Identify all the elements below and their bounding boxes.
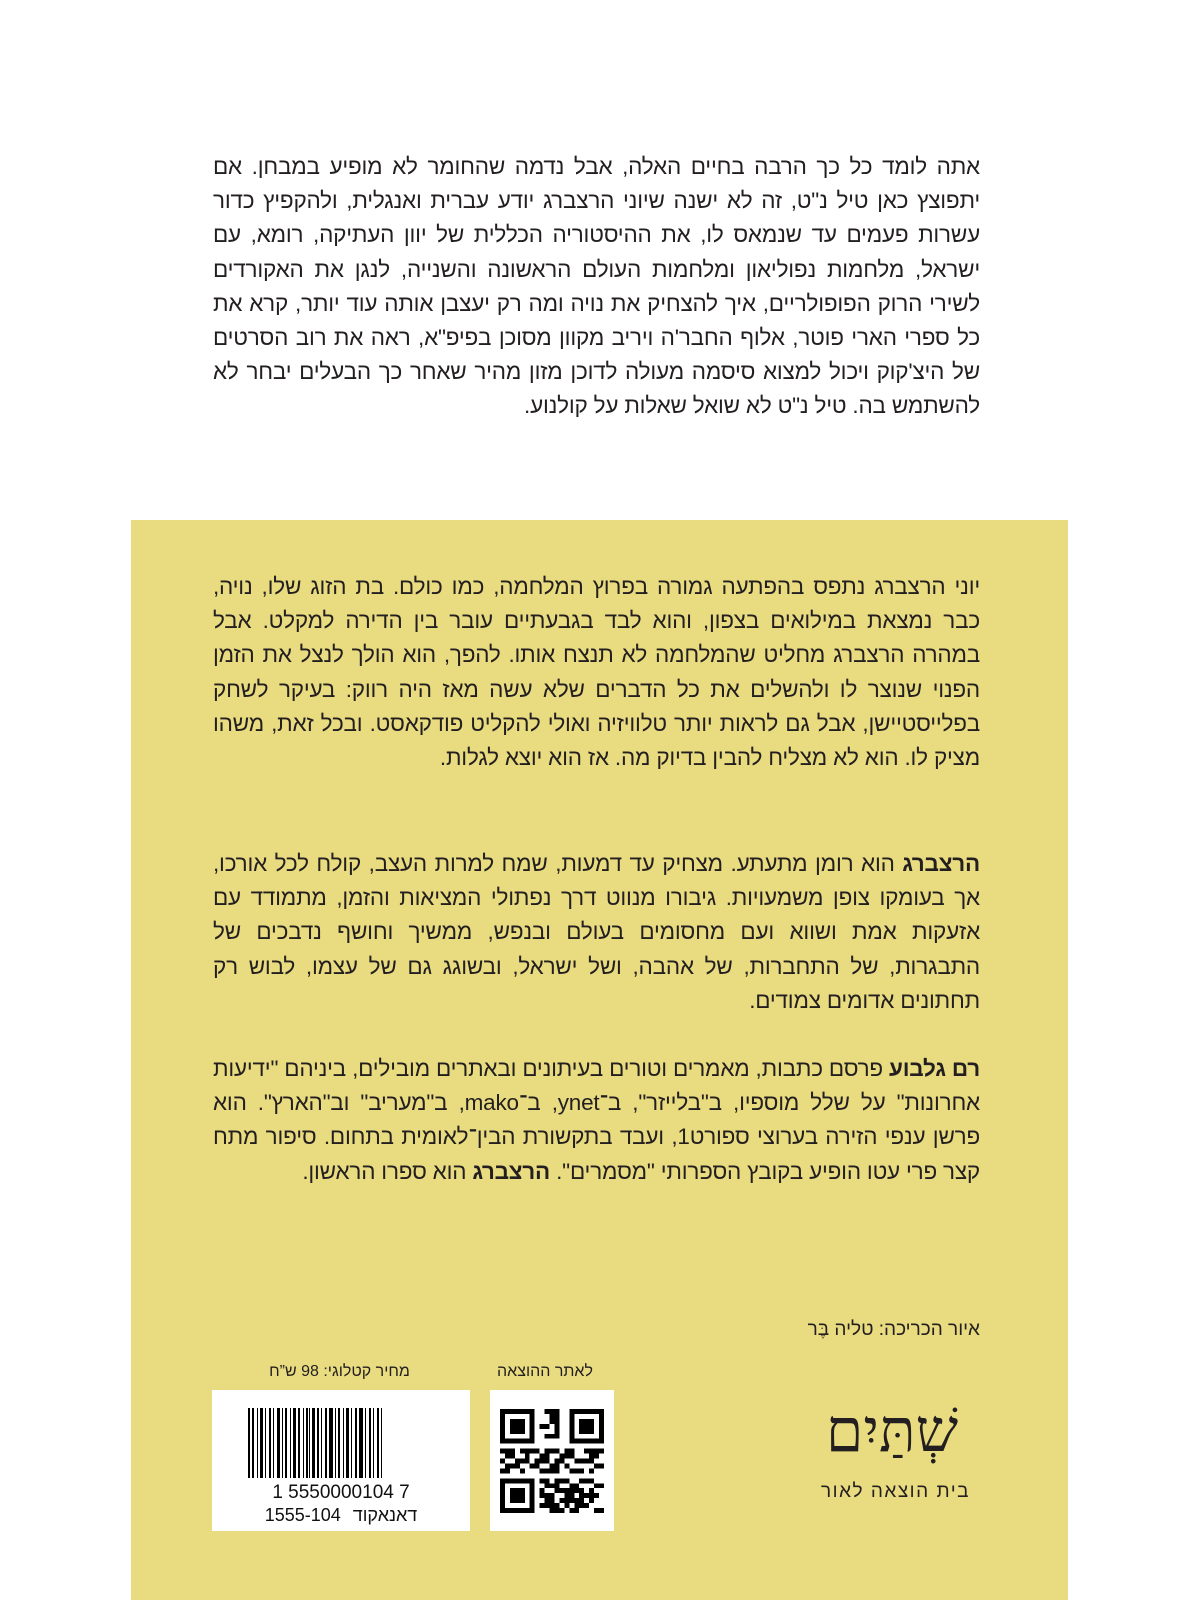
publisher-website-qr[interactable] [490, 1390, 614, 1531]
about-book-paragraph [213, 847, 980, 1018]
about-author-text-end: הוא ספרו הראשון. [302, 1158, 473, 1184]
publisher-website-label: לאתר ההוצאה [497, 1363, 593, 1380]
barcode [212, 1390, 470, 1531]
synopsis-text: יוני הרצברג נתפס בהפתעה גמורה בפרוץ המלחמה, כמו כולם. בת הזוג שלו, נויה, כבר נמצאת במילואים בצפון, והוא לבד בגבעתיים עובר בין הדירה למקלט. אבל במהרה הרצברג מחליט שהמלחמה לא תנצח אותו. להפך, הוא הולך לנצל את הזמן הפנוי שנוצר לו ולהשלים את כל הדברים שלא עשה מאז היה רווק: בעיקר לשחק בפלייסטיישן, אבל גם לראות יותר טלוויזיה ואולי להקליט פודקאסט. ובכל זאת, משהו מציק לו. הוא לא מצליח להבין בדיוק מה. אז הוא יוצא לגלות. [213, 574, 980, 771]
catalog-price-label: מחיר קטלוגי: 98 ש”ח [269, 1363, 410, 1380]
barcode-bars-icon [248, 1408, 436, 1478]
danacode-label: דאנאקוד [352, 1505, 418, 1525]
barcode-number: 1 5550000104 7 [272, 1482, 410, 1503]
top-blurb-paragraph: אתה לומד כל כך הרבה בחיים האלה, אבל נדמה שהחומר לא מופיע במבחן. אם יתפוצץ כאן טיל נ"ט, זה לא ישנה שיוני הרצברג יודע עברית ואנגלית, ולהקפיץ כדור עשרות פעמים עד שנמאס לו, את ההיסטוריה הכללית של יוון העתיקה, רומא, עם ישראל, מלחמות נפוליאון ומלחמות העולם הראשונה והשנייה, לנגן את האקורדים לשירי הרוק הפופולריים, איך להצחיק את נויה ומה רק יעצבן אותה עוד יותר, קרא את כל ספרי הארי פוטר, אלוף החבר'ה ויריב מקוון מסוכן בפיפ"א, ראה את רוב הסרטים של היצ'קוק ויכול למצוא סיסמה מעולה לדוכן מזון מהיר שאחר כך הבעלים יבחר לא להשתמש בה. טיל נ"ט לא שואל שאלות על קולנוע. [213, 154, 980, 419]
qr-code-icon [500, 1409, 604, 1513]
about-author-paragraph [213, 1052, 980, 1189]
cover-illustration-credit: איור הכריכה: טליה בֶּר [807, 1319, 980, 1340]
danacode [212, 1504, 470, 1526]
about-author-text: פרסם כתבות, מאמרים וטורים בעיתונים ובאתרים מובילים, ביניהם "ידיעות אחרונות" על שלל מוספיו, ב"בלייזר", ב־ynet, ב־mako, ב"מעריב" וב"הארץ". הוא פרשן ענפי הזירה בערוצי ספורט1, ועבד בתקשורת הבין־לאומית בתחום. סיפור מתח קצר פרי עטו הופיע בקובץ הספרותי "מסמרים". [213, 1056, 981, 1184]
publisher-subtitle: בית הוצאה לאור [821, 1481, 970, 1502]
book-title-bold-end: הרצברג [472, 1158, 551, 1184]
book-title-bold: הרצברג [902, 851, 980, 876]
publisher-logo-text: שְׁתַּיִם [825, 1396, 959, 1466]
danacode-value: 1555-104 [264, 1505, 341, 1525]
about-book-text: הוא רומן מתעתע. מצחיק עד דמעות, שמח למרות העצב, קולח לכל אורכו, אך בעומקו צופן משמעויות. גיבורו מנווט דרך נפתולי המציאות והזמן, מתמודד עם אזעקות אמת ושווא ועם מחסומים בעולם ובנפש, ממשיך וחושף נדבכים של התבגרות, של התחברות, של אהבה, ושל ישראל, ובשוגג גם של עצמו, לבוש רק תחתונים אדומים צמודים. [213, 851, 980, 1013]
author-name-bold: רם גלבוע [889, 1056, 980, 1081]
publisher-logo [812, 1385, 972, 1475]
synopsis-paragraph [213, 570, 980, 775]
